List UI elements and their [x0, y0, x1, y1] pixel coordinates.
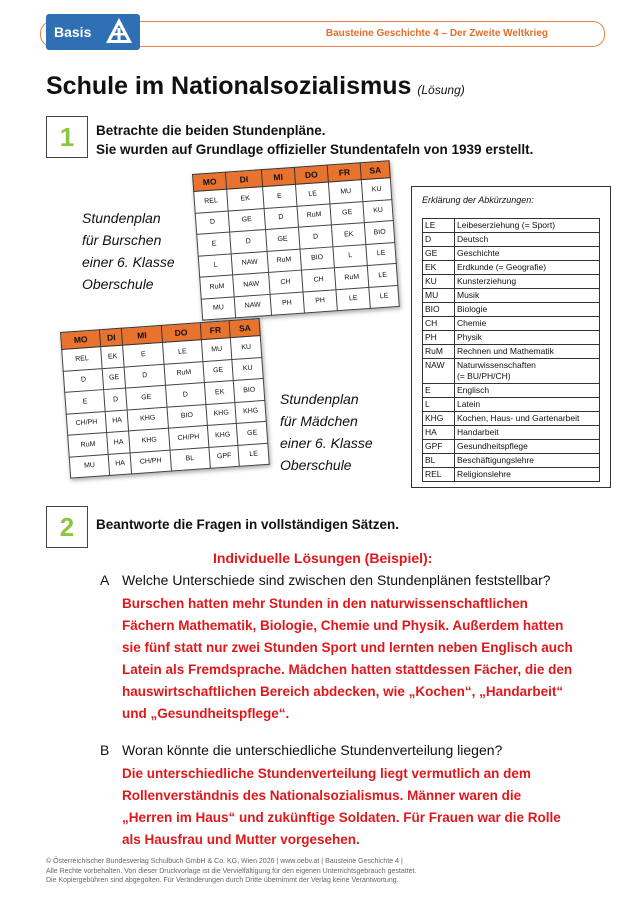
caption-line: einer 6. Klasse — [82, 254, 175, 270]
answer-line: Latein als Fremdsprache. Mädchen hatten stattdessen Fächer, die den — [122, 662, 573, 677]
timetable-cell: RuM — [68, 432, 109, 456]
answer-line: Rollenverständnis des Nationalsozialismus. Männer waren die — [122, 788, 522, 803]
day-header: DI — [226, 170, 263, 189]
task1-line2: Sie wurden auf Grundlage offizieller Stundentafeln von 1939 erstellt. — [96, 142, 534, 157]
timetable-cell: KU — [363, 199, 393, 222]
timetable-cell: NAW — [234, 294, 271, 318]
legend-abbreviation: GPF — [423, 440, 455, 454]
timetable-cell: RuM — [334, 265, 369, 289]
timetable-cell: KU — [231, 336, 262, 360]
footer-line3: Die Kopiergebühren sind abgegolten. Für Veränderungen durch Dritte übernimmt der Verlag keine Verantwortung. — [46, 877, 399, 884]
legend-abbreviation: NAW — [423, 359, 455, 384]
legend-row — [423, 440, 600, 454]
legend-row — [423, 426, 600, 440]
timetable-cell: BIO — [167, 404, 208, 428]
legend-meaning: Beschäftigungslehre — [455, 454, 600, 468]
timetable-cell: PH — [270, 292, 305, 316]
timetable-cell: PH — [303, 289, 338, 313]
answer-line: als Hausfrau und Mutter vorgesehen. — [122, 832, 360, 847]
legend-abbreviation: HA — [423, 426, 455, 440]
legend-meaning: Gesundheitspflege — [455, 440, 600, 454]
legend-abbreviation: CH — [423, 317, 455, 331]
task1-line1: Betrachte die beiden Stundenpläne. — [96, 123, 326, 138]
caption-line: Oberschule — [280, 457, 352, 473]
legend-row — [423, 454, 600, 468]
legend-row — [423, 317, 600, 331]
timetable-cell: NAW — [231, 251, 268, 275]
legend-meaning: Erdkunde (= Geografie) — [455, 261, 600, 275]
timetable-cell: NAW — [233, 272, 270, 296]
legend-abbreviation: REL — [423, 468, 455, 482]
timetable-cell: E — [262, 184, 297, 208]
timetable-cell: REL — [62, 347, 103, 371]
legend-row — [423, 219, 600, 233]
day-header: MI — [261, 167, 295, 186]
timetable-cell: REL — [194, 189, 229, 213]
legend-title: Erklärung der Abkürzungen: — [422, 195, 534, 205]
timetable-cell: L — [198, 253, 233, 277]
legend-abbreviation: KHG — [423, 412, 455, 426]
header-title: Bausteine Geschichte 4 – Der Zweite Weltkrieg — [325, 28, 548, 39]
timetable-cell: KU — [232, 357, 263, 381]
timetable-cell: HA — [108, 452, 132, 475]
caption-line: einer 6. Klasse — [280, 435, 373, 451]
timetable-cell: RuM — [297, 203, 332, 227]
day-header: DO — [294, 165, 328, 184]
legend-row — [423, 233, 600, 247]
timetable-cell: MU — [328, 180, 363, 204]
legend-row — [423, 359, 600, 384]
timetable-cell: LE — [238, 443, 269, 467]
timetable-cell: HA — [105, 409, 129, 432]
legend-row — [423, 331, 600, 345]
answer-line: hauswirtschaftlichen Bereich abdecken, wie „Kochen“, „Handarbeit“ — [122, 684, 564, 699]
day-header: DO — [161, 323, 201, 343]
footer-line2: Alle Rechte vorbehalten. Von dieser Druckvorlage ist die Vervielfältigung für den eigenen Unterrichtsgebrauch gestattet. — [46, 867, 417, 875]
timetable-cell: LE — [366, 242, 396, 265]
timetable-cell: GE — [102, 367, 126, 390]
legend-meaning: Physik — [455, 331, 600, 345]
timetable-cell: GE — [203, 359, 234, 383]
legend-row — [423, 468, 600, 482]
legend-row — [423, 398, 600, 412]
timetable-cell: KHG — [207, 423, 238, 447]
timetable-cell: CH — [301, 268, 336, 292]
legend-meaning: Musik — [455, 289, 600, 303]
day-header: SA — [230, 319, 261, 338]
answer-line: Fächern Mathematik, Biologie, Chemie und Physik. Außerdem hatten — [122, 618, 564, 633]
page-title — [46, 72, 465, 101]
timetable-cell: BL — [170, 447, 211, 471]
timetable-cell: EK — [204, 381, 235, 405]
timetable-cell: BIO — [365, 221, 395, 244]
timetable-cell: GE — [265, 227, 300, 251]
timetable-cell: E — [123, 342, 164, 366]
timetable-cell: RuM — [164, 361, 205, 385]
answer-line: und „Gesundheitspflege“. — [122, 706, 290, 721]
day-header: FR — [327, 163, 361, 182]
answer-b — [122, 763, 561, 851]
question-b-text: Woran könnte die unterschiedliche Stundenverteilung liegen? — [122, 742, 503, 758]
legend-abbreviation: D — [423, 233, 455, 247]
answer-line: „Herren im Haus“ und zukünftige Soldaten. Für Frauen war die Rolle — [122, 810, 561, 825]
timetable-cell: L — [333, 244, 368, 268]
legend-meaning: Naturwissenschaften (= BU/PH/CH) — [455, 359, 600, 384]
task2-text: Beantworte die Fragen in vollständigen Sätzen. — [96, 517, 400, 532]
timetable-cell: D — [63, 368, 104, 392]
timetable-cell: KHG — [235, 400, 266, 424]
timetable-girls-caption — [280, 388, 373, 476]
timetable-cell: CH/PH — [66, 411, 107, 435]
day-header: FR — [200, 321, 231, 340]
page-title-text: Schule im Nationalsozialismus — [46, 72, 412, 100]
timetable-cell: EK — [227, 187, 264, 211]
timetable-cell: LE — [369, 285, 399, 308]
timetable-cell: MU — [201, 338, 232, 362]
legend-meaning: Latein — [455, 398, 600, 412]
legend-meaning: Deutsch — [455, 233, 600, 247]
legend-meaning: Religionslehre — [455, 468, 600, 482]
timetable-cell: CH/PH — [130, 450, 171, 474]
legend-abbreviation: KU — [423, 275, 455, 289]
legend-row — [423, 384, 600, 398]
page-title-note: (Lösung) — [417, 83, 465, 97]
day-header: DI — [100, 328, 123, 347]
timetable-cell: EK — [101, 345, 125, 368]
solutions-heading: Individuelle Lösungen (Beispiel): — [213, 550, 433, 566]
abbreviation-legend — [411, 186, 611, 488]
timetable-cell: KHG — [206, 402, 237, 426]
timetable-cell: HA — [107, 431, 131, 454]
timetable-cell: E — [65, 390, 106, 414]
day-header: SA — [360, 161, 390, 180]
legend-abbreviation: BL — [423, 454, 455, 468]
caption-line: für Burschen — [82, 232, 162, 248]
footer — [46, 857, 416, 886]
footer-line1: © Österreichischer Bundesverlag Schulbuch GmbH & Co. KG, Wien 2026 | www.oebv.at | Bausteine Geschichte 4 | — [46, 858, 403, 865]
legend-abbreviation: E — [423, 384, 455, 398]
day-header: MO — [193, 172, 227, 191]
legend-abbreviation: MU — [423, 289, 455, 303]
timetable-boys-caption — [82, 207, 175, 295]
answer-line: Die unterschiedliche Stundenverteilung liegt vermutlich an dem — [122, 766, 531, 781]
timetable-boys — [192, 160, 400, 320]
question-a-text: Welche Unterschiede sind zwischen den Stundenplänen feststellbar? — [122, 572, 551, 588]
legend-row — [423, 261, 600, 275]
timetable-cell: LE — [162, 340, 203, 364]
legend-row — [423, 289, 600, 303]
timetable-cell: D — [264, 206, 299, 230]
timetable-cell: D — [104, 388, 128, 411]
legend-meaning: Chemie — [455, 317, 600, 331]
timetable-cell: GE — [237, 421, 268, 445]
answer-line: Burschen hatten mehr Stunden in den naturwissenschaftlichen — [122, 596, 528, 611]
timetable-cell: EK — [331, 223, 366, 247]
timetable-cell: D — [230, 230, 267, 254]
legend-meaning: Englisch — [455, 384, 600, 398]
timetable-cell: KHG — [127, 407, 168, 431]
task-number-2: 2 — [46, 506, 88, 548]
caption-line: für Mädchen — [280, 413, 358, 429]
legend-abbreviation: PH — [423, 331, 455, 345]
day-header: MI — [122, 325, 162, 345]
timetable-cell: D — [165, 383, 206, 407]
timetable-cell: D — [298, 225, 333, 249]
caption-line: Oberschule — [82, 276, 154, 292]
logo-triangle-icon — [104, 16, 134, 46]
timetable-girls — [60, 318, 270, 479]
legend-meaning: Handarbeit — [455, 426, 600, 440]
timetable-cell: RuM — [267, 249, 302, 273]
legend-row — [423, 412, 600, 426]
caption-line: Stundenplan — [280, 391, 359, 407]
timetable-cell: KHG — [129, 428, 170, 452]
day-header: MO — [61, 330, 101, 350]
legend-abbreviation: L — [423, 398, 455, 412]
timetable-cell: RuM — [200, 275, 235, 299]
timetable-cell: E — [197, 232, 232, 256]
question-b-letter: B — [100, 742, 110, 758]
legend-meaning: Biologie — [455, 303, 600, 317]
answer-line: sie fünf statt nur zwei Stunden Sport und lernten neben Englisch auch — [122, 640, 573, 655]
timetable-cell: D — [124, 364, 165, 388]
legend-abbreviation: BIO — [423, 303, 455, 317]
timetable-cell: KU — [362, 178, 392, 201]
timetable-cell: MU — [69, 454, 110, 478]
legend-meaning: Geschichte — [455, 247, 600, 261]
legend-meaning: Kunsterziehung — [455, 275, 600, 289]
logo-text: Basis — [54, 24, 92, 40]
timetable-cell: LE — [295, 182, 330, 206]
timetable-cell: LE — [368, 263, 398, 286]
timetable-cell: CH/PH — [168, 425, 209, 449]
legend-table — [422, 218, 600, 482]
answer-a — [122, 593, 573, 725]
legend-abbreviation: GE — [423, 247, 455, 261]
legend-meaning: Kochen, Haus- und Gartenarbeit — [455, 412, 600, 426]
legend-abbreviation: EK — [423, 261, 455, 275]
question-a-letter: A — [100, 572, 110, 588]
caption-line: Stundenplan — [82, 210, 161, 226]
timetable-cell: BIO — [300, 246, 335, 270]
legend-abbreviation: LE — [423, 219, 455, 233]
timetable-cell: BIO — [234, 378, 265, 402]
timetable-cell: GE — [330, 201, 365, 225]
timetable-cell: GE — [228, 208, 265, 232]
legend-row — [423, 303, 600, 317]
legend-abbreviation: RuM — [423, 345, 455, 359]
legend-row — [423, 275, 600, 289]
legend-row — [423, 345, 600, 359]
legend-row — [423, 247, 600, 261]
legend-meaning: Rechnen und Mathematik — [455, 345, 600, 359]
timetable-cell: D — [195, 211, 230, 235]
legend-meaning: Leibeserziehung (= Sport) — [455, 219, 600, 233]
task-number-1: 1 — [46, 116, 88, 158]
timetable-cell: LE — [336, 287, 371, 311]
task1-text — [96, 121, 533, 159]
timetable-cell: CH — [268, 270, 303, 294]
timetable-cell: GE — [126, 385, 167, 409]
timetable-cell: GPF — [209, 445, 240, 469]
timetable-cell: MU — [201, 296, 236, 320]
